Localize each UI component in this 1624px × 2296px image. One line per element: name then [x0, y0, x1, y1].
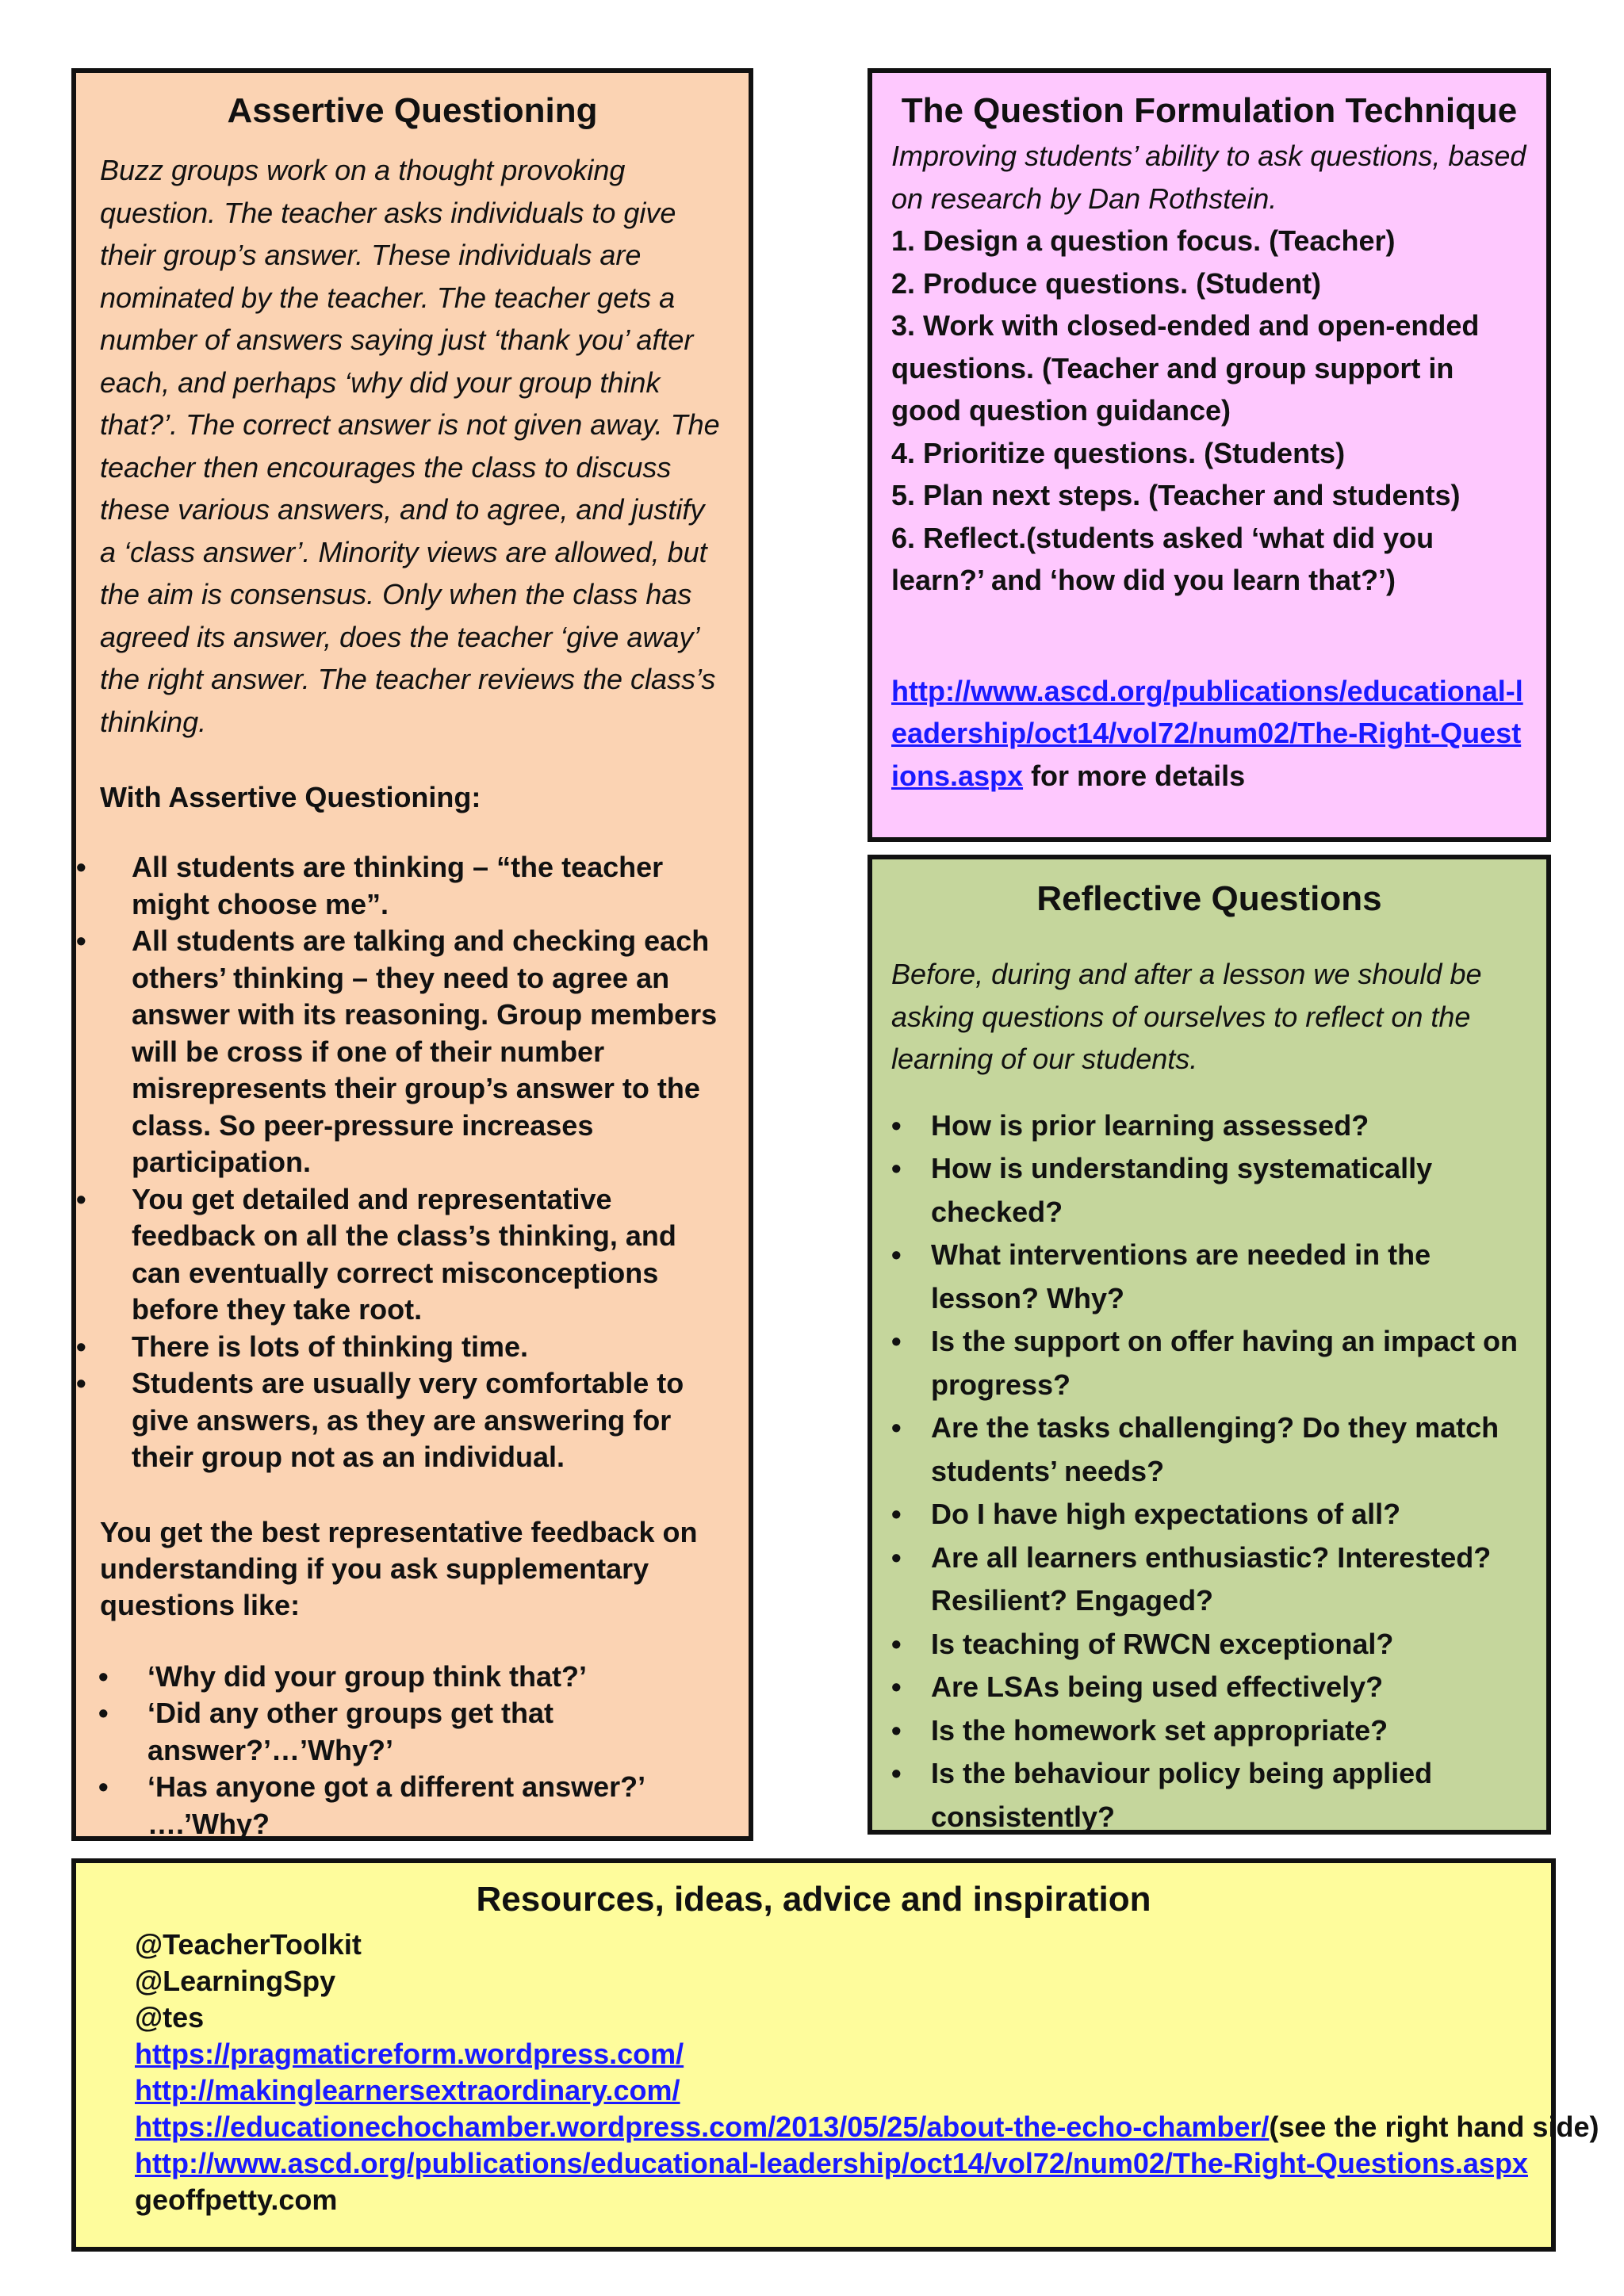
list-item: 2. Produce questions. (Student) — [891, 266, 1322, 300]
geoffpetty-site: geoffpetty.com — [135, 2183, 338, 2216]
teachertoolkit-handle: @TeacherToolkit — [135, 1928, 362, 1961]
echochamber-note: (see the right hand side) — [1269, 2110, 1599, 2143]
assertive-supplementary-list — [76, 1659, 749, 1843]
pragmaticreform-link[interactable]: https://pragmaticreform.wordpress.com/ — [135, 2038, 684, 2070]
qft-link-suffix: for more details — [1023, 759, 1246, 792]
list-item — [135, 2109, 1599, 2145]
reflective-question-list — [872, 1104, 1546, 1839]
reflective-questions-panel — [868, 855, 1551, 1835]
list-item: • Are all learners enthusiastic? Interested? Resilient? Engaged? — [872, 1536, 1546, 1623]
list-item: • All students are talking and checking each others’ thinking – they need to agree an answer with its reasoning. Group members will be cross if one of their number misrepresents their group’s answer to the class. So peer-pressure increases participation. — [76, 923, 749, 1181]
qft-steps-list — [891, 220, 1527, 602]
list-item — [135, 2036, 1551, 2072]
resources-title: Resources, ideas, advice and inspiration — [476, 1880, 1151, 1919]
tes-handle: @tes — [135, 2001, 205, 2034]
makinglearners-link[interactable]: http://makinglearnersextraordinary.com/ — [135, 2074, 680, 2107]
list-item: 1. Design a question focus. (Teacher) — [891, 224, 1396, 257]
list-item — [135, 2072, 1551, 2109]
list-item: • You get detailed and representative feedback on all the class’s thinking, and can eventually correct misconceptions before they take root. — [76, 1181, 749, 1329]
list-item: • ‘Has anyone got a different answer?’ ….’Why? — [76, 1769, 749, 1843]
list-item: • Are LSAs being used effectively? — [872, 1666, 1546, 1709]
list-item: • Are the tasks challenging? Do they match students’ needs? — [872, 1406, 1546, 1493]
qft-title: The Question Formulation Technique — [901, 91, 1518, 130]
echochamber-link[interactable]: https://educationechochamber.wordpress.com/2013/05/25/about-the-echo-chamber/ — [135, 2110, 1270, 2143]
learningspy-handle: @LearningSpy — [135, 1965, 336, 1997]
list-item: • Is teaching of RWCN exceptional? — [872, 1623, 1546, 1667]
list-item: • How is understanding systematically checked? — [872, 1147, 1546, 1234]
list-item: • Is the behaviour policy being applied consistently? — [872, 1752, 1546, 1839]
list-item: • Is the homework set appropriate? — [872, 1709, 1546, 1753]
reflective-title: Reflective Questions — [1036, 879, 1382, 918]
list-item — [135, 2145, 1551, 2182]
qft-panel — [868, 68, 1551, 842]
list-item: • ‘Why did your group think that?’ — [76, 1659, 749, 1696]
list-item: • Is the support on offer having an impact on progress? — [872, 1320, 1546, 1406]
list-item: 6. Reflect.(students asked ‘what did you learn?’ and ‘how did you learn that?’) — [891, 521, 1434, 596]
qft-intro: Improving students’ ability to ask questions, based on research by Dan Rothstein. — [891, 140, 1526, 215]
assertive-intro: Buzz groups work on a thought provoking question. The teacher asks individuals to give their group’s answer. These individuals are nominated by the teacher. The teacher gets a number of answers saying just ‘thank you’ after each, and perhaps ‘why did your group think that?’. The correct answer is not given away. The teacher then encourages the class to discuss these various answers, and to agree, and justify a ‘class answer’. Minority views are allowed, but the aim is consensus. Only when the class has agreed its answer, does the teacher ‘give away’ the right answer. The teacher reviews the class’s thinking. — [100, 154, 720, 738]
reflective-intro: Before, during and after a lesson we should be asking questions of ourselves to reflect on the learning of our students. — [891, 958, 1482, 1075]
list-item: 4. Prioritize questions. (Students) — [891, 436, 1346, 469]
list-item: • What interventions are needed in the lesson? Why? — [872, 1234, 1546, 1320]
list-item: • How is prior learning assessed? — [872, 1104, 1546, 1148]
assertive-bullet-list — [76, 849, 749, 1476]
ascd-link[interactable]: http://www.ascd.org/publications/educational-leadership/oct14/vol72/num02/The-Right-Questions.aspx — [135, 2147, 1528, 2179]
list-item: 3. Work with closed-ended and open-ended questions. (Teacher and group support in good question guidance) — [891, 309, 1480, 427]
assertive-questioning-title: Assertive Questioning — [227, 91, 598, 130]
qft-link-paragraph — [891, 670, 1527, 798]
list-item: 5. Plan next steps. (Teacher and students) — [891, 479, 1461, 511]
assertive-questioning-panel — [71, 68, 753, 1841]
list-item: • ‘Did any other groups get that answer?’…’Why?’ — [76, 1695, 749, 1769]
qft-ascd-link[interactable]: http://www.ascd.org/publications/educational-leadership/oct14/vol72/num02/The-Right-Questions.aspx — [891, 674, 1523, 792]
assertive-best-feedback: You get the best representative feedback on understanding if you ask supplementary questions like: — [100, 1515, 698, 1621]
assertive-with-heading: With Assertive Questioning: — [100, 781, 481, 813]
list-item: • All students are thinking – “the teacher might choose me”. — [76, 849, 749, 923]
list-item: • There is lots of thinking time. — [76, 1329, 749, 1366]
list-item: • Do I have high expectations of all? — [872, 1493, 1546, 1536]
resources-list — [76, 1927, 1599, 2218]
resources-panel — [71, 1858, 1599, 2252]
list-item: • Students are usually very comfortable to give answers, as they are answering for their group not as an individual. — [76, 1365, 749, 1476]
